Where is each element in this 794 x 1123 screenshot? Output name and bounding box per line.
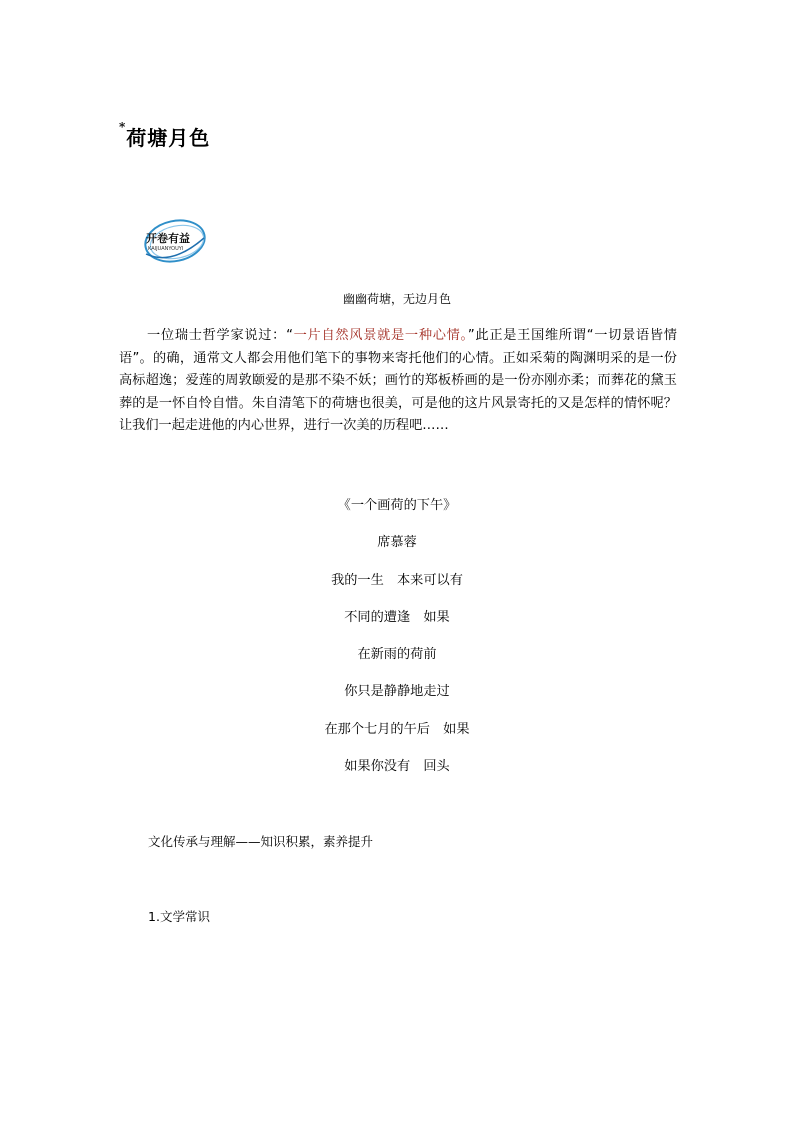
- poem-line: 如果你没有 回头: [344, 759, 450, 775]
- poem-line: 你只是静静地走过: [344, 684, 450, 700]
- title-asterisk: *: [119, 120, 127, 134]
- intro-quote: 一片自然风景就是一种心情。: [292, 328, 468, 343]
- section-heading: 文化传承与理解——知识积累，素养提升: [148, 834, 374, 849]
- intro-text-lead: 一位瑞士哲学家说过：“: [147, 328, 293, 343]
- poem-line: 在那个七月的午后 如果: [324, 721, 470, 737]
- title-text: 荷塘月色: [126, 126, 211, 150]
- item-title: 文学常识: [159, 909, 210, 924]
- poem-block: [0, 496, 794, 794]
- kaijuan-logo: [142, 214, 208, 266]
- poem-line: 我的一生 本来可以有: [331, 572, 463, 588]
- logo-title: 开卷有益: [146, 232, 190, 245]
- section-subheading: 幽幽荷塘，无边月色: [342, 292, 451, 306]
- item-heading: [148, 907, 210, 925]
- poem-author: 席慕蓉: [377, 535, 417, 551]
- intro-text-body: ”此正是王国维所谓“一切景语皆情语”。的确，通常文人都会用他们笔下的事物来寄托他们的心情。正如采菊的陶渊明采的是一份高标超逸；爱莲的周敦颐爱的是那不染不妖；画竹的郑板桥画的是一份亦刚亦柔；而葬花的黛玉葬的是一怀自怜自惜。朱自清笔下的荷塘也很美，可是他的这片风景寄托的又是怎样的情怀呢？让我们一起走进他的内心世界，进行一次美的历程吧……: [119, 328, 677, 433]
- poem-title: 《一个画荷的下午》: [337, 498, 457, 513]
- poem-line: 在新雨的荷前: [357, 647, 437, 663]
- intro-paragraph: [119, 325, 677, 438]
- page-title: [119, 122, 210, 151]
- poem-line: 不同的遭逢 如果: [344, 609, 450, 625]
- item-number: 1.: [148, 909, 160, 924]
- logo-subtitle: KAIJUANYOUYI: [148, 246, 184, 252]
